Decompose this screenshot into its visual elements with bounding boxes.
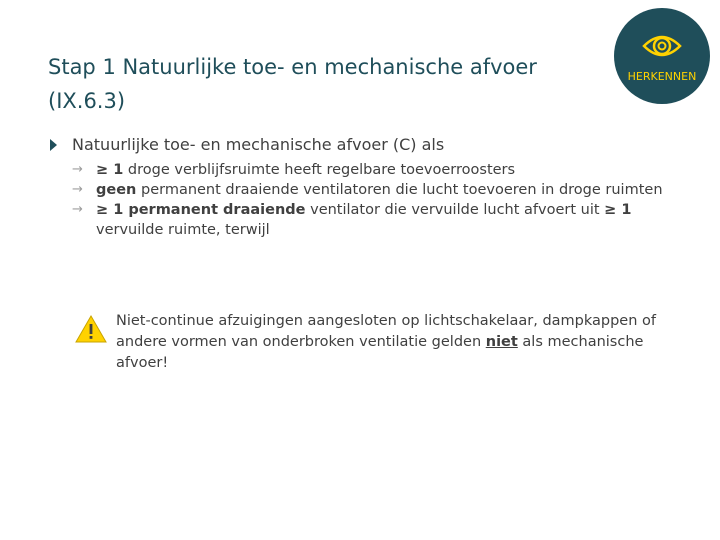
title-line-1: Stap 1 Natuurlijke toe- en mechanische afvoer — [48, 55, 537, 79]
warning-text — [116, 311, 696, 374]
sub-item-2-text: permanent draaiende ventilatoren die lucht toevoeren in droge ruimten — [136, 182, 663, 198]
eye-icon — [614, 8, 710, 104]
warning-icon — [74, 314, 108, 344]
sub-item-1-text: droge verblijfsruimte heeft regelbare toevoerroosters — [123, 162, 516, 178]
sub-item-2-bold: geen — [96, 182, 137, 198]
warning-emphasis: niet — [485, 334, 518, 350]
sub-item-1-bold: ≥ 1 — [96, 162, 124, 178]
sub-list — [72, 160, 672, 240]
sub-item-3-bold: ≥ 1 permanent draaiende — [96, 202, 306, 218]
arrow-icon: → — [72, 162, 83, 177]
arrow-icon: → — [72, 182, 83, 197]
herkennen-badge — [614, 8, 710, 104]
sub-item-3-text-2: vervuilde ruimte, terwijl — [96, 222, 270, 238]
bullet-text: Natuurlijke toe- en mechanische afvoer (C) als — [72, 135, 445, 154]
arrow-icon: → — [72, 202, 83, 217]
bullet-marker-icon — [50, 139, 57, 151]
sub-item-3-bold-2: ≥ 1 — [604, 202, 632, 218]
title-line-2: (IX.6.3) — [48, 89, 126, 113]
sub-item-2 — [72, 180, 672, 200]
warning-text-before: Niet-continue afzuigingen aangesloten op lichtschakelaar, dampkappen of andere vormen van onderbroken ventilatie gelden — [116, 313, 657, 350]
sub-item-1 — [72, 160, 672, 180]
sub-item-3 — [72, 200, 672, 240]
sub-item-3-text: ventilator die vervuilde lucht afvoert uit — [305, 202, 605, 218]
slide-title — [48, 50, 608, 118]
warning-text-after: als mechanische afvoer! — [116, 334, 644, 371]
badge-label: HERKENNEN — [627, 70, 697, 83]
